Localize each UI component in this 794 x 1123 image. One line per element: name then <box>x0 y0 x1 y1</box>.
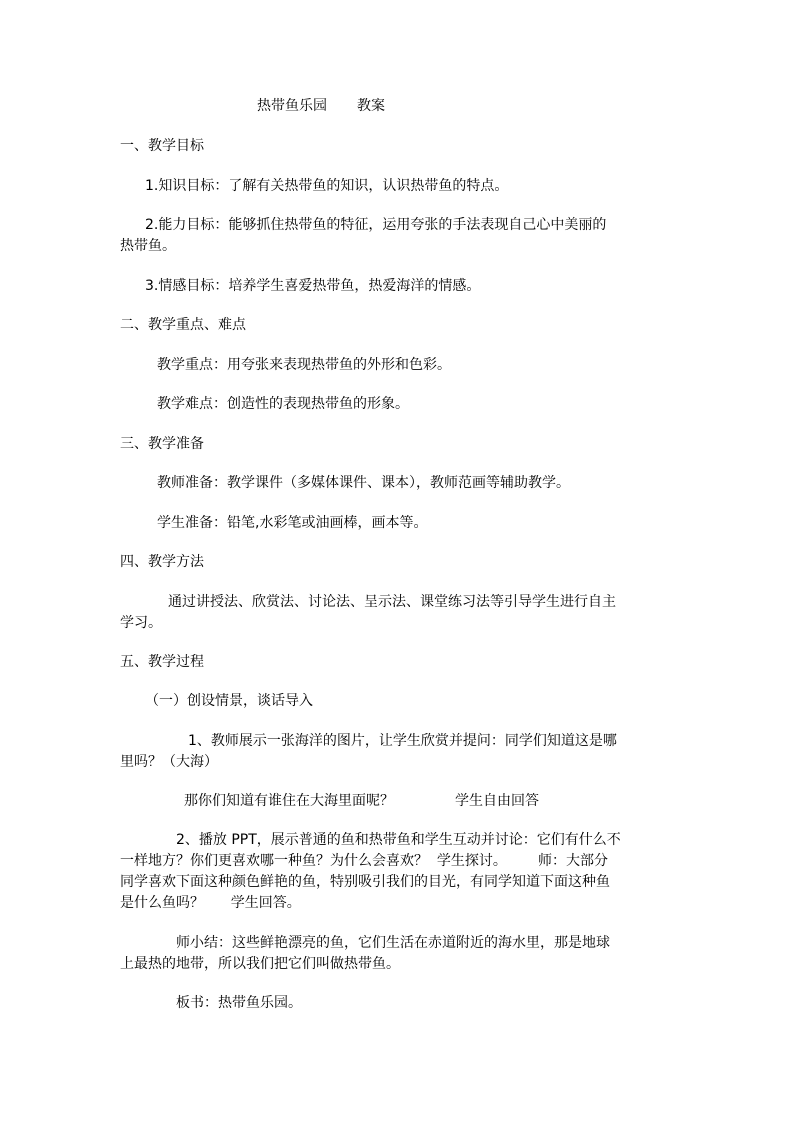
section-heading-4: 四、教学方法 <box>120 554 204 570</box>
paragraph-step1-line1: 1、教师展示一张海洋的图片，让学生欣赏并提问：同学们知道这是哪 <box>188 733 617 749</box>
document-title <box>257 97 385 115</box>
paragraph-step2-line1: 2、播放 PPT，展示普通的鱼和热带鱼和学生互动并讨论：它们有什么不 <box>176 832 621 848</box>
title-suffix: 教案 <box>357 98 385 114</box>
paragraph-board-writing: 板书：热带鱼乐园。 <box>176 995 302 1011</box>
paragraph-step2-line3: 同学喜欢下面这种颜色鲜艳的鱼，特别吸引我们的目光，有同学知道下面这种鱼 <box>120 874 610 890</box>
section-heading-1: 一、教学目标 <box>120 138 204 154</box>
paragraph-teacher-prep: 教师准备：教学课件（多媒体课件、课本），教师范画等辅助教学。 <box>157 475 570 491</box>
paragraph-methods-line2: 学习。 <box>120 615 162 631</box>
paragraph-knowledge-goal: 1.知识目标：了解有关热带鱼的知识，认识热带鱼的特点。 <box>145 178 509 194</box>
paragraph-emotion-goal: 3.情感目标：培养学生喜爱热带鱼，热爱海洋的情感。 <box>145 278 481 294</box>
paragraph-question: 那你们知道有谁住在大海里面呢？ <box>184 793 394 809</box>
paragraph-step2-line2: 一样地方？你们更喜欢哪一种鱼？为什么会喜欢？ 学生探讨。 师：大部分 <box>120 853 609 869</box>
paragraph-ability-goal-line1: 2.能力目标：能够抓住热带鱼的特征，运用夸张的手法表现自己心中美丽的 <box>145 217 607 233</box>
title-text: 热带鱼乐园 <box>257 98 327 114</box>
paragraph-key-point: 教学重点：用夸张来表现热带鱼的外形和色彩。 <box>157 357 451 373</box>
paragraph-student-prep: 学生准备：铅笔,水彩笔或油画棒，画本等。 <box>157 515 428 531</box>
paragraph-step1-line2: 里吗？（大海） <box>120 754 218 770</box>
paragraph-answer: 学生自由回答 <box>455 793 539 809</box>
paragraph-methods-line1: 通过讲授法、欣赏法、讨论法、呈示法、课堂练习法等引导学生进行自主 <box>168 594 616 610</box>
paragraph-difficulty: 教学难点：创造性的表现热带鱼的形象。 <box>157 396 409 412</box>
paragraph-summary-line1: 师小结：这些鲜艳漂亮的鱼，它们生活在赤道附近的海水里，那是地球 <box>176 935 610 951</box>
section-heading-3: 三、教学准备 <box>120 436 204 452</box>
subheading-intro: （一）创设情景，谈话导入 <box>145 693 313 709</box>
section-heading-5: 五、教学过程 <box>120 654 204 670</box>
paragraph-step2-line4: 是什么鱼吗？ 学生回答。 <box>120 895 301 911</box>
section-heading-2: 二、教学重点、难点 <box>120 317 246 333</box>
paragraph-summary-line2: 上最热的地带，所以我们把它们叫做热带鱼。 <box>120 956 400 972</box>
paragraph-ability-goal-line2: 热带鱼。 <box>120 238 176 254</box>
